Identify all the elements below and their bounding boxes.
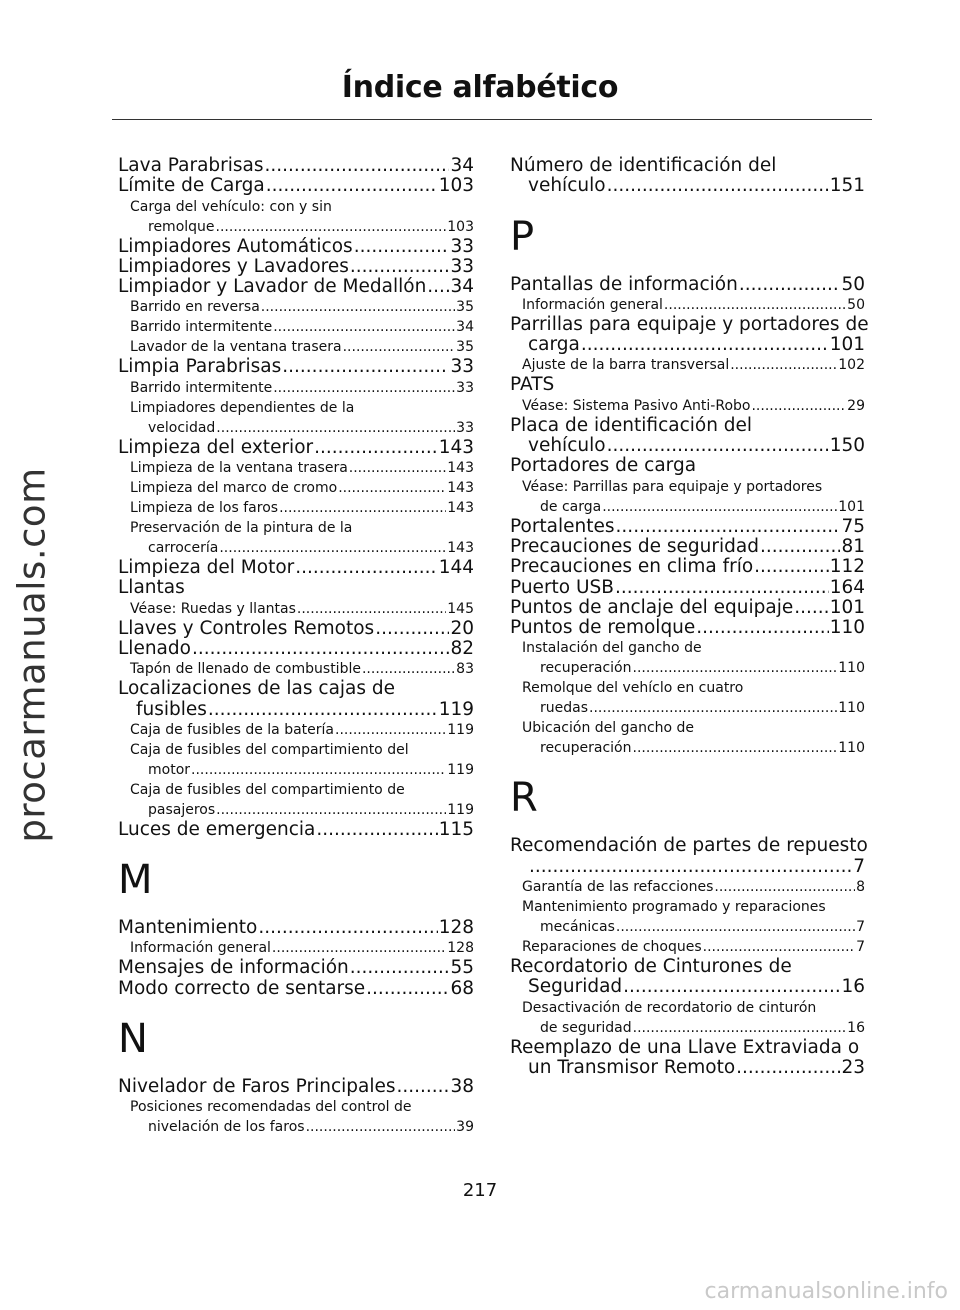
watermark-text: procarmanuals.com: [10, 467, 54, 843]
index-subentry: Caja de fusibles de la batería ..... 119: [130, 720, 474, 740]
index-entry: Llaves y Controles Remotos ..... 20: [118, 619, 474, 639]
index-entry: Portadores de carga: [510, 455, 697, 477]
footer-watermark: carmanualsonline.info: [704, 1279, 948, 1304]
section-letter: N: [118, 1016, 148, 1063]
index-subentry: Barrido intermitente ..... 34: [130, 317, 474, 337]
index-entry: Limpia Parabrisas ..... 33: [118, 357, 474, 377]
section-letter: R: [510, 775, 538, 822]
index-entry: Puntos de remolque ..... 110: [510, 618, 865, 638]
index-subentry: Instalación del gancho de recuperación ..... 110: [522, 638, 865, 678]
index-subentry: Tapón de llenado de combustible ..... 83: [130, 659, 474, 679]
title-divider: [112, 119, 872, 120]
index-column-right: [510, 155, 869, 1078]
index-entry: Lava Parabrisas ..... 34: [118, 156, 474, 176]
index-entry: Modo correcto de sentarse ..... 68: [118, 979, 474, 999]
index-subentry: Información general ..... 50: [522, 295, 865, 315]
section-letter: P: [510, 213, 535, 260]
index-entry: Puerto USB ..... 164: [510, 578, 865, 598]
index-subentry: Véase: Parrillas para equipaje y portadores de carga ..... 101: [522, 477, 865, 517]
index-subentry: Limpieza de los faros ..... 143: [130, 498, 474, 518]
index-entry: Localizaciones de las cajas de fusibles ..... 119: [118, 679, 474, 720]
index-subentry: Carga del vehículo: con y sin remolque ..... 103: [130, 197, 474, 237]
index-entry: Mantenimiento ..... 128: [118, 918, 474, 938]
index-subentry: Garantía de las refacciones ..... 8: [522, 877, 865, 897]
index-subentry: Limpieza de la ventana trasera ..... 143: [130, 458, 474, 478]
index-entry: Límite de Carga ..... 103: [118, 176, 474, 196]
index-subentry: Limpiadores dependientes de la velocidad ..... 33: [130, 398, 474, 438]
index-entry: Nivelador de Faros Principales ..... 38: [118, 1077, 474, 1097]
index-entry: Limpieza del exterior ..... 143: [118, 438, 474, 458]
index-entry: Luces de emergencia ..... 115: [118, 820, 474, 840]
index-entry: Reemplazo de una Llave Extraviada o un Transmisor Remoto ..... 23: [510, 1038, 865, 1079]
index-subentry: Véase: Ruedas y llantas ..... 145: [130, 599, 474, 619]
index-entry: Pantallas de información ..... 50: [510, 275, 865, 295]
index-entry: Precauciones de seguridad ..... 81: [510, 537, 865, 557]
index-subentry: Información general ..... 128: [130, 938, 474, 958]
index-subentry: Ubicación del gancho de recuperación ..... 110: [522, 718, 865, 758]
index-entry: Precauciones en clima frío ..... 112: [510, 557, 865, 577]
index-entry: Limpiadores y Lavadores ..... 33: [118, 257, 474, 277]
index-subentry: Mantenimiento programado y reparaciones mecánicas ..... 7: [522, 897, 865, 937]
index-subentry: Caja de fusibles del compartimiento de pasajeros ..... 119: [130, 780, 474, 820]
index-column-left: [118, 156, 474, 1137]
index-entry: Mensajes de información ..... 55: [118, 958, 474, 978]
index-entry: Limpiadores Automáticos ..... 33: [118, 237, 474, 257]
index-entry: Llantas: [118, 577, 185, 599]
index-entry: Recomendación de partes de repuesto ..... 7: [510, 836, 865, 877]
index-subentry: Barrido en reversa ..... 35: [130, 297, 474, 317]
page-title: Índice alfabético: [341, 70, 619, 105]
index-entry: Puntos de anclaje del equipaje ..... 101: [510, 598, 865, 618]
index-subentry: Limpieza del marco de cromo ..... 143: [130, 478, 474, 498]
index-subentry: Preservación de la pintura de la carrocería ..... 143: [130, 518, 474, 558]
index-subentry: Desactivación de recordatorio de cinturón de seguridad ..... 16: [522, 998, 865, 1038]
index-subentry: Ajuste de la barra transversal ..... 102: [522, 355, 865, 375]
index-subentry: Barrido intermitente ..... 33: [130, 378, 474, 398]
index-entry: PATS: [510, 374, 555, 396]
index-entry: Limpiador y Lavador de Medallón ..... 34: [118, 277, 474, 297]
index-subentry: Caja de fusibles del compartimiento del motor ..... 119: [130, 740, 474, 780]
index-subentry: Reparaciones de choques ..... 7: [522, 937, 865, 957]
index-subentry: Lavador de la ventana trasera ..... 35: [130, 337, 474, 357]
index-entry: Placa de identificación del vehículo ..... 150: [510, 416, 865, 457]
page-number: 217: [462, 1180, 498, 1201]
index-entry: Número de identificación del vehículo ..... 151: [510, 156, 865, 197]
index-subentry: Posiciones recomendadas del control de nivelación de los faros ..... 39: [130, 1097, 474, 1137]
index-subentry: Remolque del vehíclo en cuatro ruedas ..... 110: [522, 678, 865, 718]
index-entry: Portalentes ..... 75: [510, 517, 865, 537]
index-entry: Llenado ..... 82: [118, 639, 474, 659]
index-entry: Recordatorio de Cinturones de Seguridad ..... 16: [510, 957, 865, 998]
section-letter: M: [118, 857, 153, 904]
index-subentry: Véase: Sistema Pasivo Anti-Robo ..... 29: [522, 396, 865, 416]
index-entry: Limpieza del Motor ..... 144: [118, 558, 474, 578]
index-entry: Parrillas para equipaje y portadores de carga ..... 101: [510, 315, 865, 356]
